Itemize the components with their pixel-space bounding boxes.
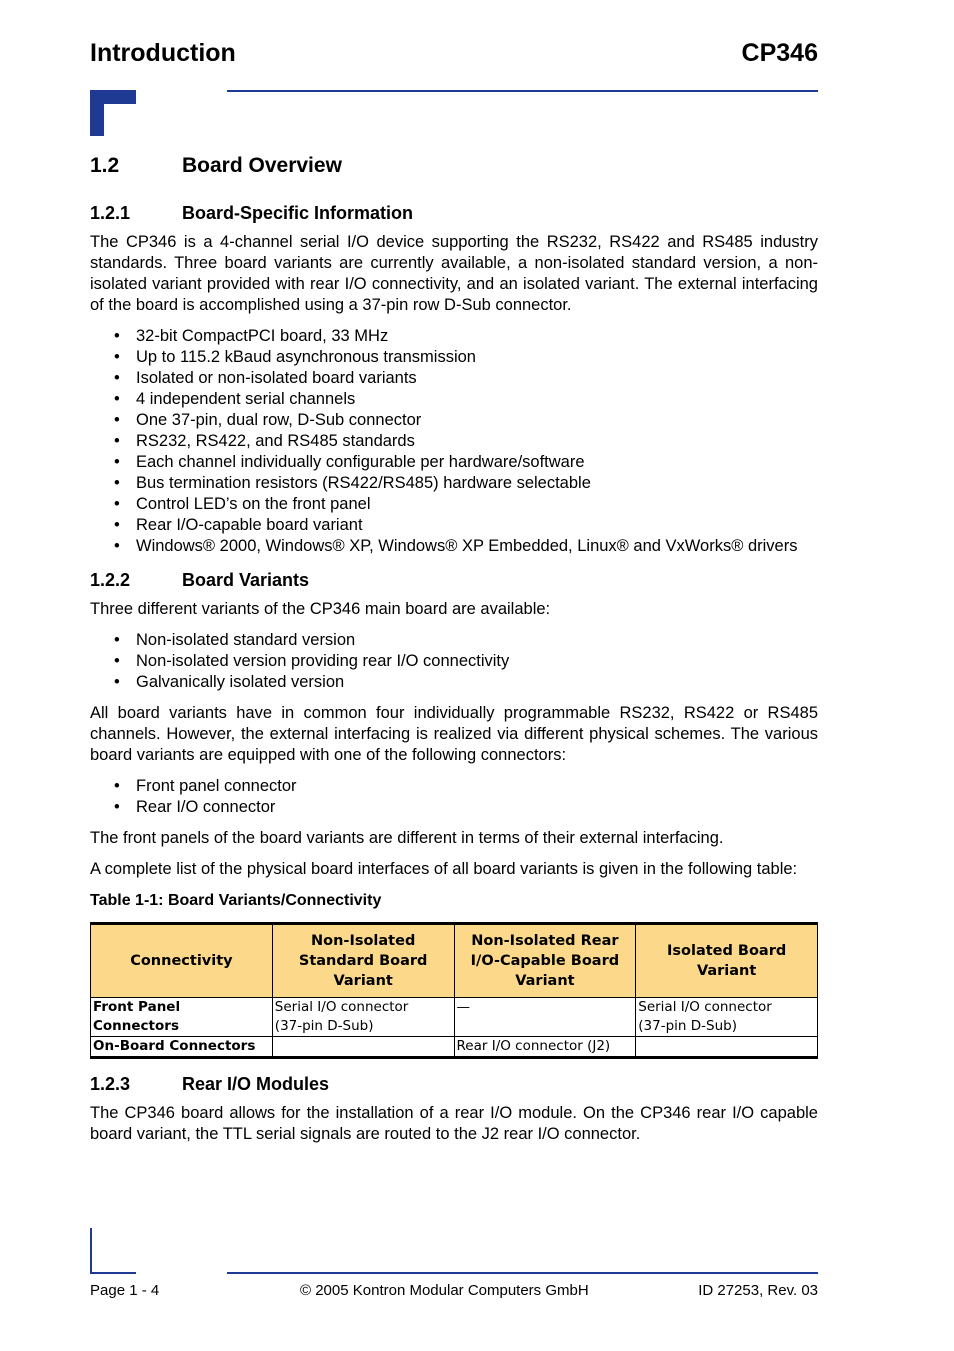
table-row bbox=[91, 1037, 818, 1058]
subsection-number-3: 1.2.3 bbox=[90, 1074, 131, 1094]
table-header-cell: Non-Isolated Rear I/O-Capable Board Variant bbox=[454, 924, 636, 998]
header-rule bbox=[227, 90, 818, 92]
footer-document-id: ID 27253, Rev. 03 bbox=[698, 1282, 818, 1299]
section-title: Board Overview bbox=[182, 154, 342, 177]
front-panel-paragraph: The front panels of the board variants are different in terms of their external interfacing. bbox=[90, 829, 724, 847]
cell-line: Serial I/O connector bbox=[638, 999, 772, 1015]
table-row bbox=[91, 998, 818, 1037]
subsection-title-1: Board-Specific Information bbox=[182, 203, 414, 223]
variant-list bbox=[90, 630, 818, 693]
table-caption: Table 1-1: Board Variants/Connectivity bbox=[90, 892, 382, 909]
section-heading bbox=[90, 150, 818, 182]
board-info-paragraph: The CP346 is a 4-channel serial I/O device supporting the RS232, RS422 and RS485 industry standards. Three board variants are currently available, a non-isolated standard version, a non-isolated variant provided with rear I/O connectivity, and an isolated variant. The external interfacing of the board is accomplished using a 37-pin row D-Sub connector. bbox=[90, 233, 818, 314]
list-item: • Windows® 2000, Windows® XP, Windows® XP Embedded, Linux® and VxWorks® drivers bbox=[90, 536, 818, 557]
subsection-heading-2 bbox=[90, 567, 818, 593]
list-item: • Non-isolated standard version bbox=[90, 630, 818, 651]
list-item: • RS232, RS422, and RS485 standards bbox=[90, 431, 818, 452]
cell-line: (37-pin D-Sub) bbox=[638, 1018, 737, 1034]
footer-corner-mark bbox=[90, 1272, 136, 1274]
list-item: • One 37-pin, dual row, D-Sub connector bbox=[90, 410, 818, 431]
footer-page-number: Page 1 - 4 bbox=[90, 1282, 160, 1299]
subsection-title-3: Rear I/O Modules bbox=[182, 1074, 330, 1094]
connector-list bbox=[90, 776, 818, 818]
document-body bbox=[90, 150, 818, 1155]
list-item: • Non-isolated version providing rear I/O connectivity bbox=[90, 651, 818, 672]
subsection-heading-3 bbox=[90, 1071, 818, 1097]
section-number: 1.2 bbox=[90, 154, 120, 177]
table-header-cell: Non-Isolated Standard Board Variant bbox=[272, 924, 454, 998]
table-cell bbox=[272, 1037, 454, 1058]
cell-line: Serial I/O connector bbox=[274, 999, 409, 1015]
table-header-row bbox=[91, 924, 818, 998]
subsection-number-2: 1.2.2 bbox=[90, 570, 131, 590]
list-item: • 32-bit CompactPCI board, 33 MHz bbox=[90, 326, 818, 347]
list-item: • Up to 115.2 kBaud asynchronous transmission bbox=[90, 347, 818, 368]
table-row-label: Front Panel Connectors bbox=[91, 998, 273, 1037]
list-item: • Rear I/O connector bbox=[90, 797, 818, 818]
table-cell: — bbox=[454, 998, 636, 1037]
table-cell bbox=[272, 998, 454, 1037]
table-cell bbox=[636, 1037, 818, 1058]
list-item: • Each channel individually configurable per hardware/software bbox=[90, 452, 818, 473]
variants-intro-paragraph: Three different variants of the CP346 main board are available: bbox=[90, 600, 551, 618]
footer-copyright: © 2005 Kontron Modular Computers GmbH bbox=[300, 1282, 589, 1299]
list-item: • Front panel connector bbox=[90, 776, 818, 797]
list-item: • Galvanically isolated version bbox=[90, 672, 818, 693]
subsection-number-1: 1.2.1 bbox=[90, 203, 131, 223]
list-item: • Control LED’s on the front panel bbox=[90, 494, 818, 515]
list-item: • Bus termination resistors (RS422/RS485) hardware selectable bbox=[90, 473, 818, 494]
footer-rule bbox=[227, 1272, 818, 1274]
subsection-heading-1 bbox=[90, 200, 818, 226]
variants-common-paragraph: All board variants have in common four individually programmable RS232, RS422 or RS485 channels. However, the external interfacing is realized via different physical schemes. The various board variants are equipped with one of the following connectors: bbox=[90, 704, 818, 764]
cell-line: (37-pin D-Sub) bbox=[274, 1018, 374, 1034]
page-header-title: Introduction bbox=[90, 39, 236, 67]
subsection-title-2: Board Variants bbox=[182, 570, 310, 590]
list-item: • Rear I/O-capable board variant bbox=[90, 515, 818, 536]
feature-list bbox=[90, 326, 818, 557]
page-header-product: CP346 bbox=[741, 39, 818, 67]
table-intro-paragraph: A complete list of the physical board interfaces of all board variants is given in the following table: bbox=[90, 860, 798, 878]
footer-corner-mark-vertical bbox=[90, 1228, 92, 1274]
rear-io-paragraph: The CP346 board allows for the installation of a rear I/O module. On the CP346 rear I/O capable board variant, the TTL serial signals are routed to the J2 rear I/O connector. bbox=[90, 1104, 818, 1143]
board-variants-table bbox=[90, 922, 818, 1059]
table-cell bbox=[636, 998, 818, 1037]
list-item: • Isolated or non-isolated board variants bbox=[90, 368, 818, 389]
table-header-cell: Connectivity bbox=[91, 924, 273, 998]
table-header-cell: Isolated Board Variant bbox=[636, 924, 818, 998]
list-item: • 4 independent serial channels bbox=[90, 389, 818, 410]
table-row-label: On-Board Connectors bbox=[91, 1037, 273, 1058]
header-corner-mark-vertical bbox=[90, 90, 104, 136]
table-cell: Rear I/O connector (J2) bbox=[454, 1037, 636, 1058]
